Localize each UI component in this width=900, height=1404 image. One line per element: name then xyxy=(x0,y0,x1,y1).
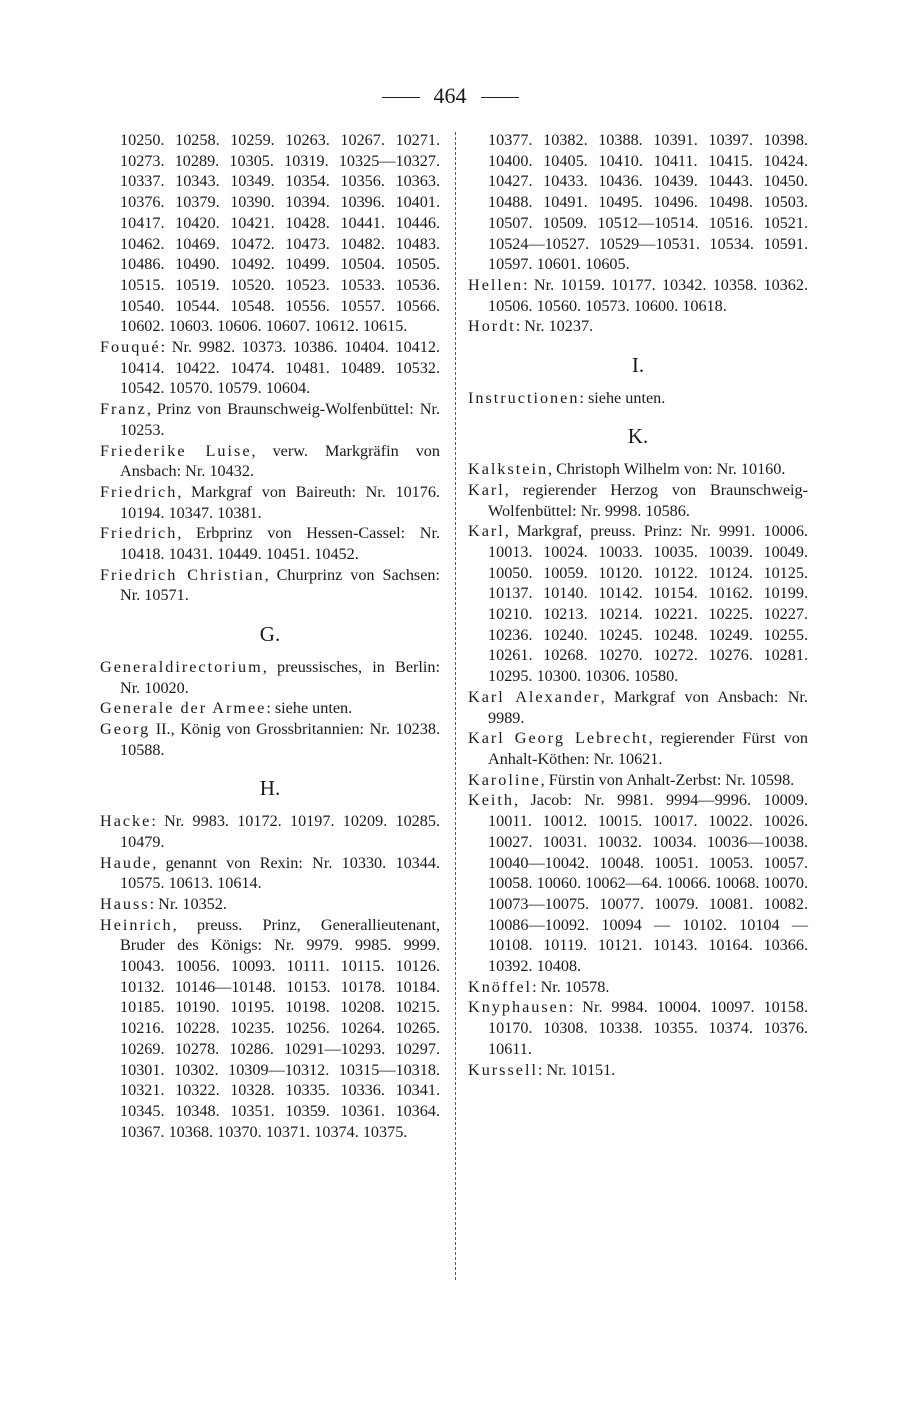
entry-refs: : siehe unten. xyxy=(579,388,666,407)
entry-refs: : Nr. 9984. 10004. 10097. 10158. 10170. 10308. 10338. 10355. 10374. 10376. 10611. xyxy=(488,998,808,1058)
entry-refs: : Nr. 10237. xyxy=(515,317,594,336)
index-entry xyxy=(468,790,808,976)
index-entry xyxy=(468,977,808,998)
index-entry xyxy=(100,657,440,698)
index-entry: 10377. 10382. 10388. 10391. 10397. 10398. 10400. 10405. 10410. 10411. 10415. 10424. 10427. 10433. 10436. 10439. 10443. 10450. 10488. 10491. 10495. 10496. 10498. 10503. 10507. 10509. 10512—10514. 10516. 10521. 10524—10527. 10529—10531. 10534. 10591. 10597. 10601. 10605. xyxy=(488,131,808,274)
index-entry xyxy=(468,275,808,316)
entry-name: Fouqué xyxy=(100,338,161,357)
entry-name: Friedrich xyxy=(100,524,178,543)
entry-refs: , regierender Fürst von Anhalt-Köthen: Nr. 10621. xyxy=(488,729,808,768)
entry-name: Karl xyxy=(468,480,505,499)
index-entry xyxy=(468,521,808,687)
index-entry xyxy=(468,388,808,409)
entry-name: Friederike Luise xyxy=(100,441,252,460)
entry-name: Keith xyxy=(468,791,514,810)
entry-refs: , Christoph Wilhelm von: Nr. 10160. xyxy=(548,460,786,479)
index-entry xyxy=(100,523,440,564)
entry-refs: : Nr. 10578. xyxy=(532,977,610,996)
section-heading-g: G. xyxy=(259,622,281,647)
index-entry xyxy=(468,997,808,1059)
index-entry xyxy=(468,316,808,337)
page-number-dash-right xyxy=(481,97,519,98)
index-entry xyxy=(100,565,440,606)
index-entry xyxy=(468,728,808,769)
right-column xyxy=(468,130,808,1080)
entry-name: Hellen xyxy=(468,275,524,294)
index-entry xyxy=(100,482,440,523)
index-entry xyxy=(468,480,808,521)
index-entry: 10250. 10258. 10259. 10263. 10267. 10271. 10273. 10289. 10305. 10319. 10325—10327. 10337. 10343. 10349. 10354. 10356. 10363. 10376. 10379. 10390. 10394. 10396. 10401. 10417. 10420. 10421. 10428. 10441. 10446. 10462. 10469. 10472. 10473. 10482. 10483. 10486. 10490. 10492. 10499. 10504. 10505. 10515. 10519. 10520. 10523. 10533. 10536. 10540. 10544. 10548. 10556. 10557. 10566. 10602. 10603. 10606. 10607. 10612. 10615. xyxy=(120,131,440,336)
entry-refs: : Nr. 10352. xyxy=(149,894,227,913)
entry-name: Karl xyxy=(468,522,505,541)
entry-name: Hordt xyxy=(468,317,516,336)
index-entry xyxy=(468,459,808,480)
entry-refs: , regierender Herzog von Braunschweig-Wolfenbüttel: Nr. 9998. 10586. xyxy=(488,480,808,520)
entry-refs: : Nr. 9983. 10172. 10197. 10209. 10285. 10479. xyxy=(120,812,440,851)
entry-name: Georg xyxy=(100,719,151,738)
index-entry xyxy=(100,441,440,482)
entry-refs: , Markgraf von Baireuth: Nr. 10176. 10194. 10347. 10381. xyxy=(120,482,440,522)
entry-name: Kalkstein xyxy=(468,460,549,479)
entry-name: Karl Alexander xyxy=(468,687,601,706)
entry-refs: , verw. Markgräfin von Ansbach: Nr. 10432. xyxy=(120,441,440,481)
entry-refs: : siehe unten. xyxy=(266,699,353,718)
entry-name: Friedrich Christian xyxy=(100,565,265,584)
entry-name: Haude xyxy=(100,853,153,872)
entry-refs: : Nr. 9982. 10373. 10386. 10404. 10412. 10414. 10422. 10474. 10481. 10489. 10532. 10542. 10570. 10579. 10604. xyxy=(120,338,440,398)
entry-refs: , Prinz von Braunschweig-Wolfenbüttel: Nr. 10253. xyxy=(120,400,440,439)
entry-refs: , genannt von Rexin: Nr. 10330. 10344. 10575. 10613. 10614. xyxy=(120,853,440,893)
entry-name: Karoline xyxy=(468,770,541,789)
entry-name: Karl Georg Lebrecht xyxy=(468,729,649,748)
page-number-text: 464 xyxy=(433,83,467,108)
entry-refs: : Nr. 10151. xyxy=(537,1060,616,1079)
section-heading-i: I. xyxy=(631,353,645,378)
column-divider xyxy=(455,132,456,1280)
index-entry xyxy=(100,399,440,440)
entry-name: Hauss xyxy=(100,894,150,913)
index-entry xyxy=(100,719,440,760)
page-number xyxy=(0,82,900,110)
entry-name: Franz xyxy=(100,400,147,419)
entry-refs: , preuss. Prinz, Generallieutenant, Bruder des Königs: Nr. 9979. 9985. 9999. 10043. 10056. 10093. 10111. 10115. 10126. 10132. 10146—10148. 10153. 10178. 10184. 10185. 10190. 10195. 10198. 10208. 10215. 10216. 10228. 10235. 10256. 10264. 10265. 10269. 10278. 10286. 10291—10293. 10297. 10301. 10302. 10309—10312. 10315—10318. 10321. 10322. 10328. 10335. 10336. 10341. 10345. 10348. 10351. 10359. 10361. 10364. 10367. 10368. 10370. 10371. 10374. 10375. xyxy=(120,915,440,1141)
section-heading-k: K. xyxy=(627,424,649,449)
entry-refs: , Markgraf von Ansbach: Nr. 9989. xyxy=(488,687,808,727)
entry-name: Friedrich xyxy=(100,482,178,501)
index-entry xyxy=(100,811,440,852)
entry-name: Heinrich xyxy=(100,915,173,934)
index-entry xyxy=(100,915,440,1143)
entry-refs: , Churprinz von Sachsen: Nr. 10571. xyxy=(120,565,440,605)
index-entry xyxy=(468,687,808,728)
entry-refs: II., König von Grossbritannien: Nr. 10238. 10588. xyxy=(120,719,440,759)
entry-refs: , Jacob: Nr. 9981. 9994—9996. 10009. 10011. 10012. 10015. 10017. 10022. 10026. 10027. 10031. 10032. 10034. 10036—10038. 10040—10042. 10048. 10051. 10053. 10057. 10058. 10060. 10062—64. 10066. 10068. 10070. 10073—10075. 10077. 10079. 10081. 10082. 10086—10092. 10094 — 10102. 10104 — 10108. 10119. 10121. 10143. 10164. 10366. 10392. 10408. xyxy=(488,791,808,976)
entry-name: Kurssell xyxy=(468,1060,538,1079)
entry-name: Generale der Armee xyxy=(100,699,267,718)
section-heading-h: H. xyxy=(259,776,281,801)
entry-refs: , preussisches, in Berlin: Nr. 10020. xyxy=(120,657,440,697)
index-entry xyxy=(100,698,440,719)
entry-name: Generaldirectorium xyxy=(100,657,263,676)
index-entry xyxy=(100,337,440,399)
entry-refs: : Nr. 10159. 10177. 10342. 10358. 10362. 10506. 10560. 10573. 10600. 10618. xyxy=(488,275,808,315)
entry-name: Knöffel xyxy=(468,977,533,996)
index-entry xyxy=(468,1060,808,1081)
left-column xyxy=(100,130,440,1142)
index-entry xyxy=(100,853,440,894)
page-number-dash-left xyxy=(382,97,420,98)
entry-name: Instructionen xyxy=(468,388,580,407)
index-entry xyxy=(100,894,440,915)
entry-name: Knyphausen xyxy=(468,998,569,1017)
index-entry xyxy=(468,770,808,791)
entry-refs: , Markgraf, preuss. Prinz: Nr. 9991. 10006. 10013. 10024. 10033. 10035. 10039. 10049. 10050. 10059. 10120. 10122. 10124. 10125. 10137. 10140. 10142. 10154. 10162. 10199. 10210. 10213. 10214. 10221. 10225. 10227. 10236. 10240. 10245. 10248. 10249. 10255. 10261. 10268. 10270. 10272. 10276. 10281. 10295. 10300. 10306. 10580. xyxy=(488,522,808,686)
entry-name: Hacke xyxy=(100,812,152,831)
entry-refs: , Erbprinz von Hessen-Cassel: Nr. 10418. 10431. 10449. 10451. 10452. xyxy=(120,524,440,564)
entry-refs: , Fürstin von Anhalt-Zerbst: Nr. 10598. xyxy=(540,770,795,789)
